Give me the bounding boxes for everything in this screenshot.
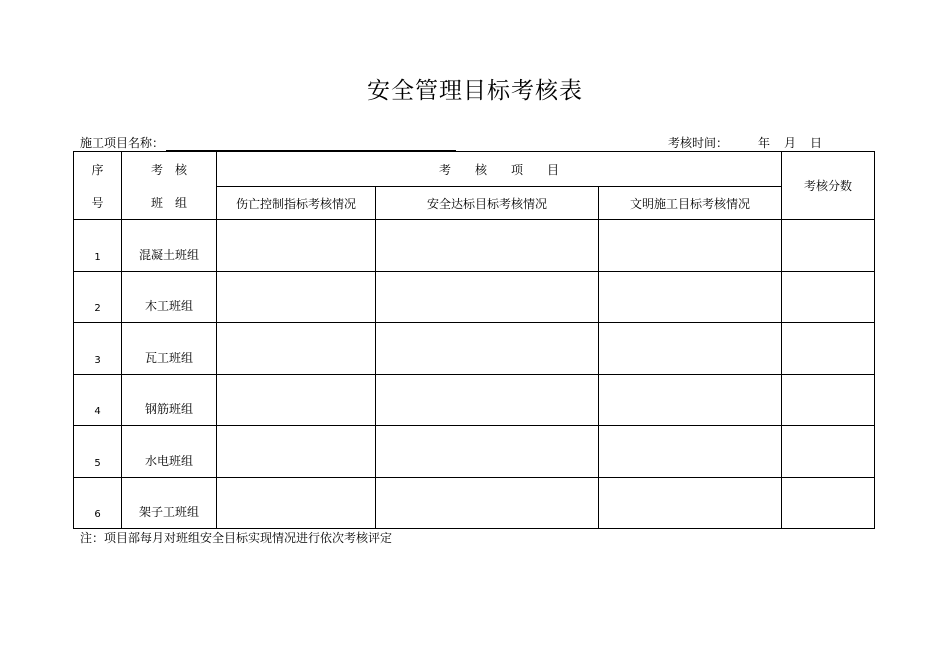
cell-casualty[interactable] (217, 323, 376, 375)
footnote: 注：项目部每月对班组安全目标实现情况进行依次考核评定 (80, 531, 393, 545)
cell-safety[interactable] (376, 426, 599, 478)
header-seq-top: 序 (74, 152, 122, 187)
header-col-casualty: 伤亡控制指标考核情况 (217, 187, 376, 220)
header-items-group: 考 核 项 目 (217, 152, 782, 187)
row-team: 木工班组 (122, 272, 217, 323)
header-team-top: 考 核 (122, 152, 217, 187)
cell-safety[interactable] (376, 323, 599, 375)
cell-casualty[interactable] (217, 272, 376, 323)
row-seq: 6 (74, 478, 122, 529)
row-seq: 2 (74, 272, 122, 323)
header-col-civilized: 文明施工目标考核情况 (599, 187, 782, 220)
row-team: 水电班组 (122, 426, 217, 478)
cell-casualty[interactable] (217, 478, 376, 529)
page-title: 安全管理目标考核表 (367, 78, 583, 104)
header-score: 考核分数 (782, 152, 875, 220)
project-name-label: 施工项目名称： (80, 136, 165, 150)
date-label: 考核时间： (668, 136, 729, 150)
row-seq: 1 (74, 220, 122, 272)
cell-civilized[interactable] (599, 375, 782, 426)
day-label: 日 (810, 136, 823, 150)
row-team: 瓦工班组 (122, 323, 217, 375)
cell-casualty[interactable] (217, 426, 376, 478)
cell-score[interactable] (782, 478, 875, 529)
cell-civilized[interactable] (599, 478, 782, 529)
cell-score[interactable] (782, 323, 875, 375)
cell-casualty[interactable] (217, 220, 376, 272)
row-team: 钢筋班组 (122, 375, 217, 426)
cell-casualty[interactable] (217, 375, 376, 426)
cell-safety[interactable] (376, 375, 599, 426)
project-name-field (80, 134, 456, 151)
project-name-blank[interactable] (166, 138, 456, 151)
assessment-date-field (668, 134, 822, 151)
month-label: 月 (784, 136, 797, 150)
cell-safety[interactable] (376, 220, 599, 272)
cell-civilized[interactable] (599, 323, 782, 375)
table-row (74, 426, 875, 478)
row-team: 混凝土班组 (122, 220, 217, 272)
row-seq: 4 (74, 375, 122, 426)
header-col-safety: 安全达标目标考核情况 (376, 187, 599, 220)
header-team-bottom: 班 组 (122, 187, 217, 220)
cell-safety[interactable] (376, 272, 599, 323)
cell-civilized[interactable] (599, 220, 782, 272)
table-row (74, 272, 875, 323)
header-seq-bottom: 号 (74, 187, 122, 220)
table-row (74, 375, 875, 426)
cell-score[interactable] (782, 220, 875, 272)
cell-civilized[interactable] (599, 272, 782, 323)
cell-score[interactable] (782, 272, 875, 323)
cell-civilized[interactable] (599, 426, 782, 478)
row-team: 架子工班组 (122, 478, 217, 529)
row-seq: 5 (74, 426, 122, 478)
table-row (74, 323, 875, 375)
cell-score[interactable] (782, 375, 875, 426)
cell-safety[interactable] (376, 478, 599, 529)
table-row (74, 220, 875, 272)
year-label: 年 (758, 136, 771, 150)
table-row (74, 478, 875, 529)
row-seq: 3 (74, 323, 122, 375)
assessment-table (73, 151, 875, 529)
cell-score[interactable] (782, 426, 875, 478)
